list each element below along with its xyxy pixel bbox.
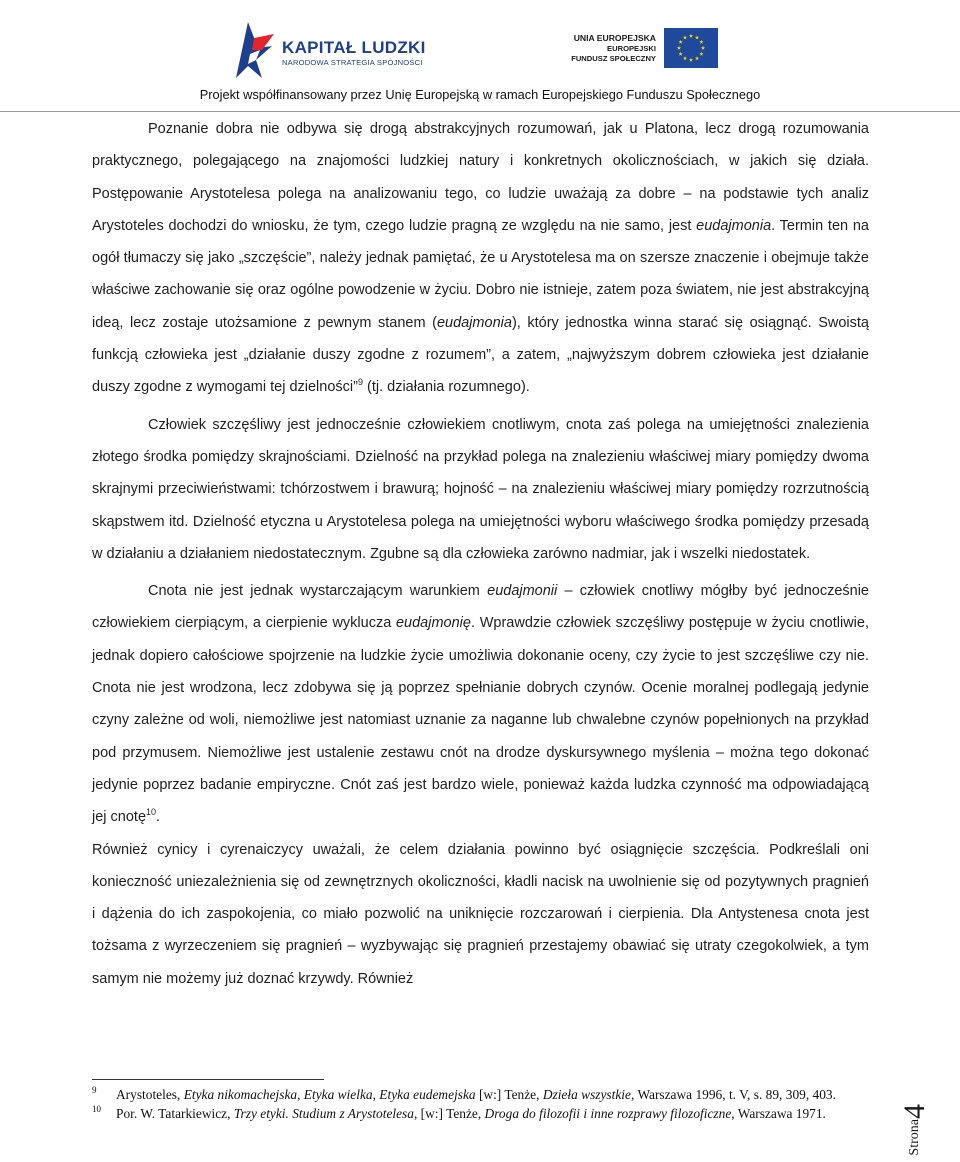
text-run: Arystoteles, [116, 1087, 184, 1102]
text-run: , [372, 1087, 380, 1102]
page-label: Strona [907, 1119, 922, 1156]
project-cofinancing-line: Projekt współfinansowany przez Unię Europejską w ramach Europejskiego Funduszu Społecznego [199, 87, 761, 102]
italic-term: eudajmonia [696, 217, 772, 234]
text-run: Poznanie dobra nie odbywa się drogą abstrakcyjnych rozumowań, jak u Platona, lecz drogą rozumowania praktycznego, polegającego na znajomości ludzkiej natury i konkretnych okolicznościach, w jakich się działa. Postępowanie Arystotelesa polega na analizowaniu tego, co ludzie uważają za dobre – na podstawie tych analiz Arystoteles dochodzi do wniosku, że tym, czego ludzie pragną ze względu na nie samo, jest [92, 121, 869, 234]
text-run: [w:] Tenże, [475, 1087, 543, 1102]
text-run: , Warszawa 1996, t. V, s. 89, 309, 403. [630, 1087, 836, 1102]
page-number [898, 1104, 932, 1156]
italic-term: eudajmonia [436, 314, 512, 331]
footnote-ref: 10 [146, 807, 157, 818]
italic-term: Dzieła wszystkie [542, 1087, 631, 1102]
paragraph-4 [92, 834, 869, 995]
footnote-number: 9 [92, 1085, 97, 1095]
text-run: Człowiek szczęśliwy jest jednocześnie człowiekiem cnotliwym, cnota zaś polega na umiejętności znalezienia złotego środka pomiędzy skrajnościami. Dzielność na przykład polega na znalezieniu właściwej miary pomiędzy dwoma skrajnymi przeciwieństwami: tchórzostwem i brawurą; hojność – na znalezieniu właściwej miary pomiędzy rozrzutnością skąpstwem itd. Dzielność etyczna u Arystotelesa polega na umiejętności wyboru właściwego środka pomiędzy przesadą w działaniu a działaniem niedostatecznym. Zgubne są dla człowieka zarówno nadmiar, jak i wszelki niedostatek. [92, 416, 869, 562]
text-run: Cnota nie jest jednak wystarczającym warunkiem [148, 583, 488, 600]
footnote-ref: 9 [357, 377, 363, 388]
text-run: – człowiek cnotliwy mógłby być jednocześnie człowiekiem cierpiącym, a cierpienie wyklucza [92, 583, 869, 632]
text-run: , [297, 1087, 304, 1102]
footnote-text [116, 1106, 826, 1121]
eu-fund-text [560, 33, 656, 65]
page-header [0, 0, 960, 112]
paragraph-1 [92, 113, 869, 404]
eu-fund-line1: EUROPEJSKI [607, 43, 656, 53]
document-body [92, 113, 869, 995]
text-run: . Termin ten na ogół tłumaczy się jako „szczęście”, należy jednak pamiętać, że u Arystotelesa ma on szersze znaczenie i obejmuje także właściwe zachowanie się oraz ogólne powodzenie w życiu. Dobro nie istnieje, zatem poza światem, nie jest abstrakcyjną ideą, lecz zostaje utożsamione z pewnym stanem ( [92, 217, 869, 331]
italic-term: Etyka eudemejska [379, 1087, 476, 1102]
italic-term: Droga do filozofii i inne rozprawy filozoficzne [484, 1105, 732, 1121]
kapital-ludzki-subtitle: NARODOWA STRATEGIA SPÓJNOŚCI [282, 58, 423, 67]
eu-name: UNIA EUROPEJSKA [573, 33, 656, 43]
page-digit: 4 [898, 1104, 931, 1120]
eu-flag-icon [664, 28, 718, 68]
text-run: . Wprawdzie człowiek szczęśliwy postępuje w życiu cnotliwie, jednak dopiero całościowe spojrzenie na ludzkie życie umożliwia dokonanie oceny, czy życie to jest szczęśliwe czy nie. Cnota nie jest wrodzona, lecz zdobywa się ją poprzez spełnianie dobrych czynów. Ocenie moralnej podlegają jedynie czyny zależne od woli, niemożliwe jest natomiast uznanie za naganne lub chwalebne czynów popełnionych na przykład pod przymusem. Niemożliwe jest ustalenie zestawu cnót na drodze dyskursywnego myślenia – można tego dokonać jedynie poprzez badanie empiryczne. Cnót zaś jest bardzo wiele, ponieważ każda ludzka czynność ma odpowiadającą jej cnotę [92, 615, 869, 826]
footnotes [92, 1087, 869, 1124]
text-run: . [156, 809, 161, 826]
text-run: Również cynicy i cyrenaiczycy uważali, że celem działania powinno być osiągnięcie szczęścia. Podkreślali oni konieczność uniezależnienia się od zewnętrznych okoliczności, kładli nacisk na uwolnienie się od pozytywnych pragnień i dążenia do ich zaspokojenia, co miało pozwolić na uniknięcie rozczarowań i cierpienia. Dla Antystenesa cnota jest tożsama z wyrzeczeniem się pragnień – wyzbywając się pragnień przestajemy obawiać się utraty czegokolwiek, a tym samym nie możemy już doznać krzywdy. Również [92, 841, 869, 987]
italic-term: eudajmonii [487, 583, 558, 600]
text-run: , [w:] Tenże, [413, 1105, 485, 1121]
footnote-9 [92, 1087, 869, 1104]
text-run: Por. W. Tatarkiewicz, [116, 1105, 234, 1121]
text-run: , Warszawa 1971. [731, 1105, 826, 1121]
italic-term: Etyka nikomachejska [183, 1087, 298, 1102]
footnote-number: 10 [92, 1103, 101, 1114]
text-run: (tj. działania rozumnego). [362, 379, 530, 396]
kapital-ludzki-title: KAPITAŁ LUDZKI [282, 38, 426, 57]
italic-term: Etyka wielka [303, 1087, 373, 1102]
kapital-ludzki-logo-icon [232, 20, 276, 80]
italic-term: eudajmonię [395, 615, 471, 632]
footnote-10 [92, 1103, 869, 1123]
paragraph-2 [92, 409, 869, 570]
eu-fund-line2: FUNDUSZ SPOŁECZNY [571, 54, 656, 63]
footnote-text [116, 1087, 836, 1102]
header-divider [0, 111, 960, 112]
italic-term: Trzy etyki. Studium z Arystotelesa [233, 1105, 414, 1121]
paragraph-3 [92, 575, 869, 833]
text-run: ), który jednostka winna starać się osiągnąć. Swoistą funkcją człowieka jest „działanie duszy zgodne z rozumem”, a zatem, „najwyższym dobrem człowieka jest działanie duszy zgodne z wymogami tej dzielności” [92, 314, 869, 396]
footnote-separator [92, 1079, 324, 1080]
